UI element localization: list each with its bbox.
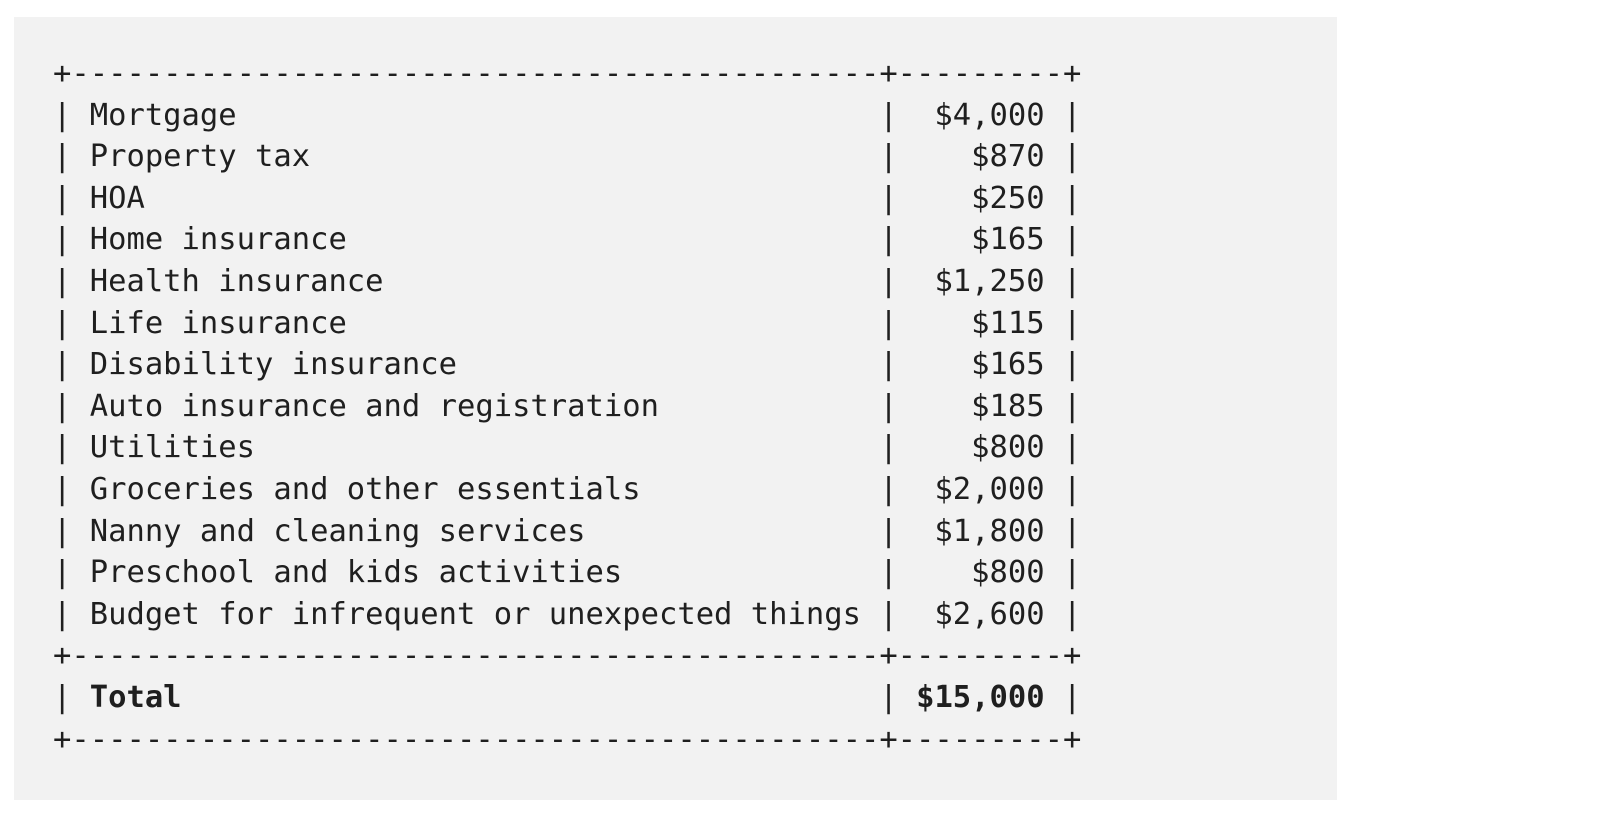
row-label: Health insurance	[89, 263, 384, 299]
table-row: | Home insurance | $165 |	[53, 222, 1082, 258]
table-row: | HOA | $250 |	[53, 180, 1082, 216]
row-label: Nanny and cleaning services	[89, 513, 586, 549]
row-label: HOA	[89, 180, 145, 216]
row-amount: $1,250	[934, 263, 1045, 299]
table-row: | Budget for infrequent or unexpected things | $2,600 |	[53, 596, 1082, 632]
row-label: Preschool and kids activities	[89, 555, 623, 591]
table-row: | Auto insurance and registration | $185 |	[53, 388, 1082, 424]
row-label: Disability insurance	[89, 347, 457, 383]
total-row: | Total | $15,000 |	[53, 679, 1082, 715]
row-amount: $165	[971, 222, 1045, 258]
ascii-budget-table	[53, 53, 1081, 760]
table-row: | Property tax | $870 |	[53, 139, 1082, 175]
row-label: Mortgage	[89, 97, 237, 133]
table-bottom-border: +--------------------------------------------+---------+	[53, 721, 1082, 757]
row-amount: $870	[971, 139, 1045, 175]
table-row: | Disability insurance | $165 |	[53, 347, 1082, 383]
row-amount: $250	[971, 180, 1045, 216]
row-label: Home insurance	[89, 222, 347, 258]
row-amount: $800	[971, 555, 1045, 591]
table-row: | Groceries and other essentials | $2,000 |	[53, 471, 1082, 507]
row-amount: $165	[971, 347, 1045, 383]
row-label: Auto insurance and registration	[89, 388, 659, 424]
row-amount: $4,000	[934, 97, 1045, 133]
table-row: | Mortgage | $4,000 |	[53, 97, 1082, 133]
row-amount: $115	[971, 305, 1045, 341]
row-amount: $2,600	[934, 596, 1045, 632]
row-amount: $800	[971, 430, 1045, 466]
row-label: Utilities	[89, 430, 255, 466]
table-row: | Preschool and kids activities | $800 |	[53, 555, 1082, 591]
table-row: | Health insurance | $1,250 |	[53, 263, 1082, 299]
table-row: | Utilities | $800 |	[53, 430, 1082, 466]
row-label: Life insurance	[89, 305, 347, 341]
row-amount: $2,000	[934, 471, 1045, 507]
table-row: | Nanny and cleaning services | $1,800 |	[53, 513, 1082, 549]
table-separator: +--------------------------------------------+---------+	[53, 638, 1082, 674]
row-label: Budget for infrequent or unexpected things	[89, 596, 861, 632]
row-amount: $185	[971, 388, 1045, 424]
row-label: Property tax	[89, 139, 311, 175]
table-row: | Life insurance | $115 |	[53, 305, 1082, 341]
row-label: Groceries and other essentials	[89, 471, 641, 507]
table-top-border: +--------------------------------------------+---------+	[53, 56, 1082, 91]
row-amount: $1,800	[934, 513, 1045, 549]
total-amount: $15,000	[916, 679, 1045, 715]
total-label: Total	[89, 679, 182, 715]
